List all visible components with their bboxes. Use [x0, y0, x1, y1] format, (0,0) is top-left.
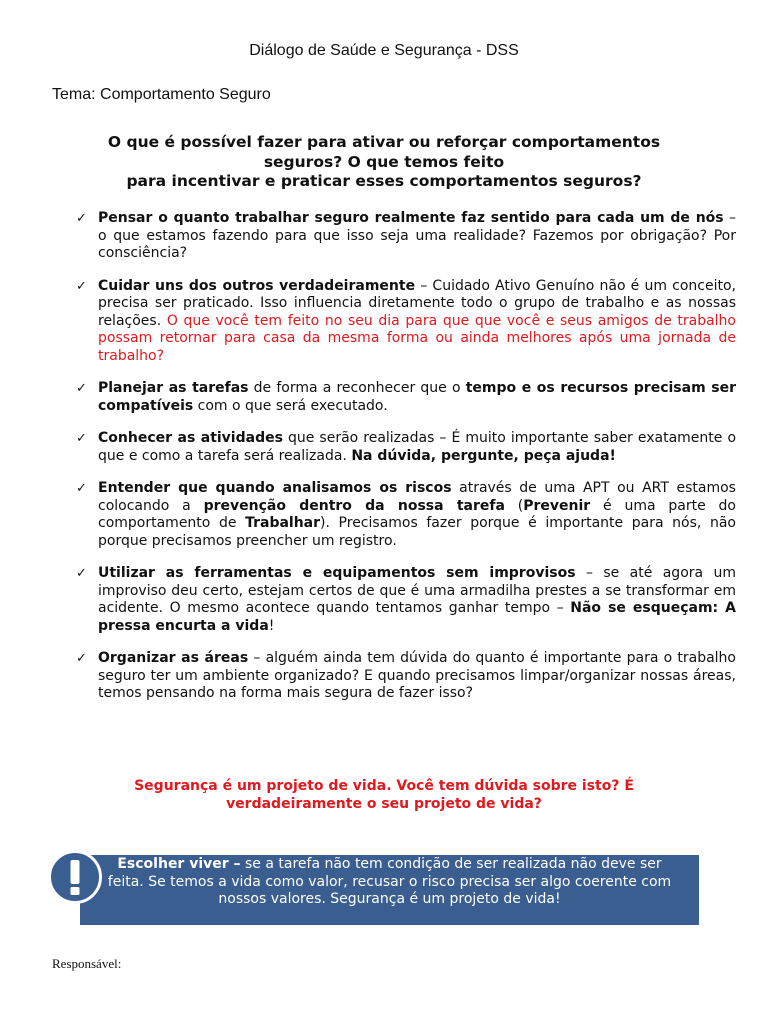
checklist-item-text: Na dúvida, pergunte, peça ajuda! — [351, 447, 616, 464]
checklist-item-text: de forma a reconhecer que o — [248, 380, 466, 396]
exclamation-icon — [48, 850, 102, 904]
checklist-item-text: – alguém ainda tem dúvida do quanto é importante para o trabalho seguro ter um ambiente organizado? E quando precisamos limpar/organizar nossas áreas, temos pensando na forma mais segura de fazer isso? — [98, 650, 736, 701]
checklist-item-text: Organizar as áreas — [98, 650, 249, 666]
check-icon: ✓ — [76, 651, 87, 666]
document-title: Diálogo de Saúde e Segurança - DSS — [249, 42, 519, 59]
checklist-item-text: prevenção dentro da nossa tarefa — [203, 497, 505, 514]
checklist-item-text: ). Precisamos fazer porque é importante para nós, não porque precisamos preencher um registro. — [98, 515, 736, 549]
checklist-item — [76, 565, 736, 635]
checklist-item-text: ( — [504, 497, 524, 514]
checklist — [76, 210, 736, 703]
callout-text: se a tarefa não tem condição de ser realizada não deve ser feita. Se temos a vida como valor, recusar o risco precisa ser algo coerente com nossos valores. Segurança é um projeto de vida! — [107, 856, 672, 907]
checklist-item — [76, 380, 736, 415]
main-question — [40, 133, 728, 192]
check-icon: ✓ — [76, 278, 87, 294]
checklist-item-text: é uma parte do comportamento de — [98, 497, 737, 531]
checklist-item-text: tempo e os recursos precisam ser compatíveis — [98, 380, 736, 414]
checklist-item-text: – Cuidado Ativo Genuíno não é um conceito, precisa ser praticado. Isso influencia diretamente todo o grupo de trabalho e as nossas relações. — [98, 277, 736, 329]
checklist-item — [76, 480, 736, 550]
checklist-item — [76, 278, 736, 366]
closing-statement — [110, 777, 658, 813]
callout-box — [80, 855, 699, 925]
checklist-item-text: – o que estamos fazendo para que isso seja uma realidade? Fazemos por obrigação? Por consciência? — [98, 210, 737, 261]
checklist-item-text: Não se esqueçam: A pressa encurta a vida — [98, 600, 737, 634]
checklist-item — [76, 430, 736, 465]
closing-line-1: Segurança é um projeto de vida. Você tem dúvida sobre isto? É — [134, 778, 634, 794]
checklist-item-text: Prevenir — [523, 497, 591, 514]
checklist-item-text: através de uma APT ou ART estamos colocando a — [98, 480, 736, 514]
main-question-line-2: seguros? O que temos feito — [263, 152, 505, 171]
checklist-item-text: ! — [268, 617, 275, 634]
checklist-item-text: – se até agora um improviso deu certo, estejam certos de que é uma armadilha prestes a se transformar em acidente. O mesmo acontece quando tentamos ganhar tempo – — [98, 565, 737, 616]
checklist-item-text: que serão realizadas – É muito importante saber exatamente o que e como a tarefa será realizada. — [98, 430, 737, 464]
checklist-item-text: Planejar as tarefas — [98, 380, 249, 396]
checklist-item-text: Cuidar uns dos outros verdadeiramente — [98, 277, 416, 294]
check-icon: ✓ — [76, 431, 87, 446]
checklist-item-text: Trabalhar — [245, 515, 321, 531]
checklist-item-text: Utilizar as ferramentas e equipamentos sem improvisos — [98, 565, 576, 581]
callout-lead: Escolher viver – — [117, 856, 241, 872]
closing-line-2: verdadeiramente o seu projeto de vida? — [226, 796, 542, 812]
checklist-item-text: Conhecer as atividades — [98, 430, 283, 446]
checklist-item-text: Pensar o quanto trabalhar seguro realmente faz sentido para cada um de nós — [98, 210, 724, 226]
check-icon: ✓ — [76, 566, 87, 581]
check-icon: ✓ — [76, 211, 87, 226]
responsible-label: Responsável: — [52, 956, 122, 971]
checklist-item — [76, 650, 736, 703]
check-icon: ✓ — [76, 381, 87, 396]
check-icon: ✓ — [76, 481, 87, 496]
theme-label: Tema: Comportamento Seguro — [52, 86, 271, 103]
checklist-item-text: com o que será executado. — [193, 397, 388, 414]
main-question-line-1: O que é possível fazer para ativar ou reforçar comportamentos — [107, 133, 661, 151]
checklist-item — [76, 210, 736, 263]
main-question-line-3: para incentivar e praticar esses comportamentos seguros? — [126, 172, 642, 190]
checklist-item-text: Entender que quando analisamos os riscos — [98, 480, 452, 496]
checklist-item-text: O que você tem feito no seu dia para que que você e seus amigos de trabalho possam retornar para casa da mesma forma ou ainda melhores após uma jornada de trabalho? — [98, 312, 736, 364]
